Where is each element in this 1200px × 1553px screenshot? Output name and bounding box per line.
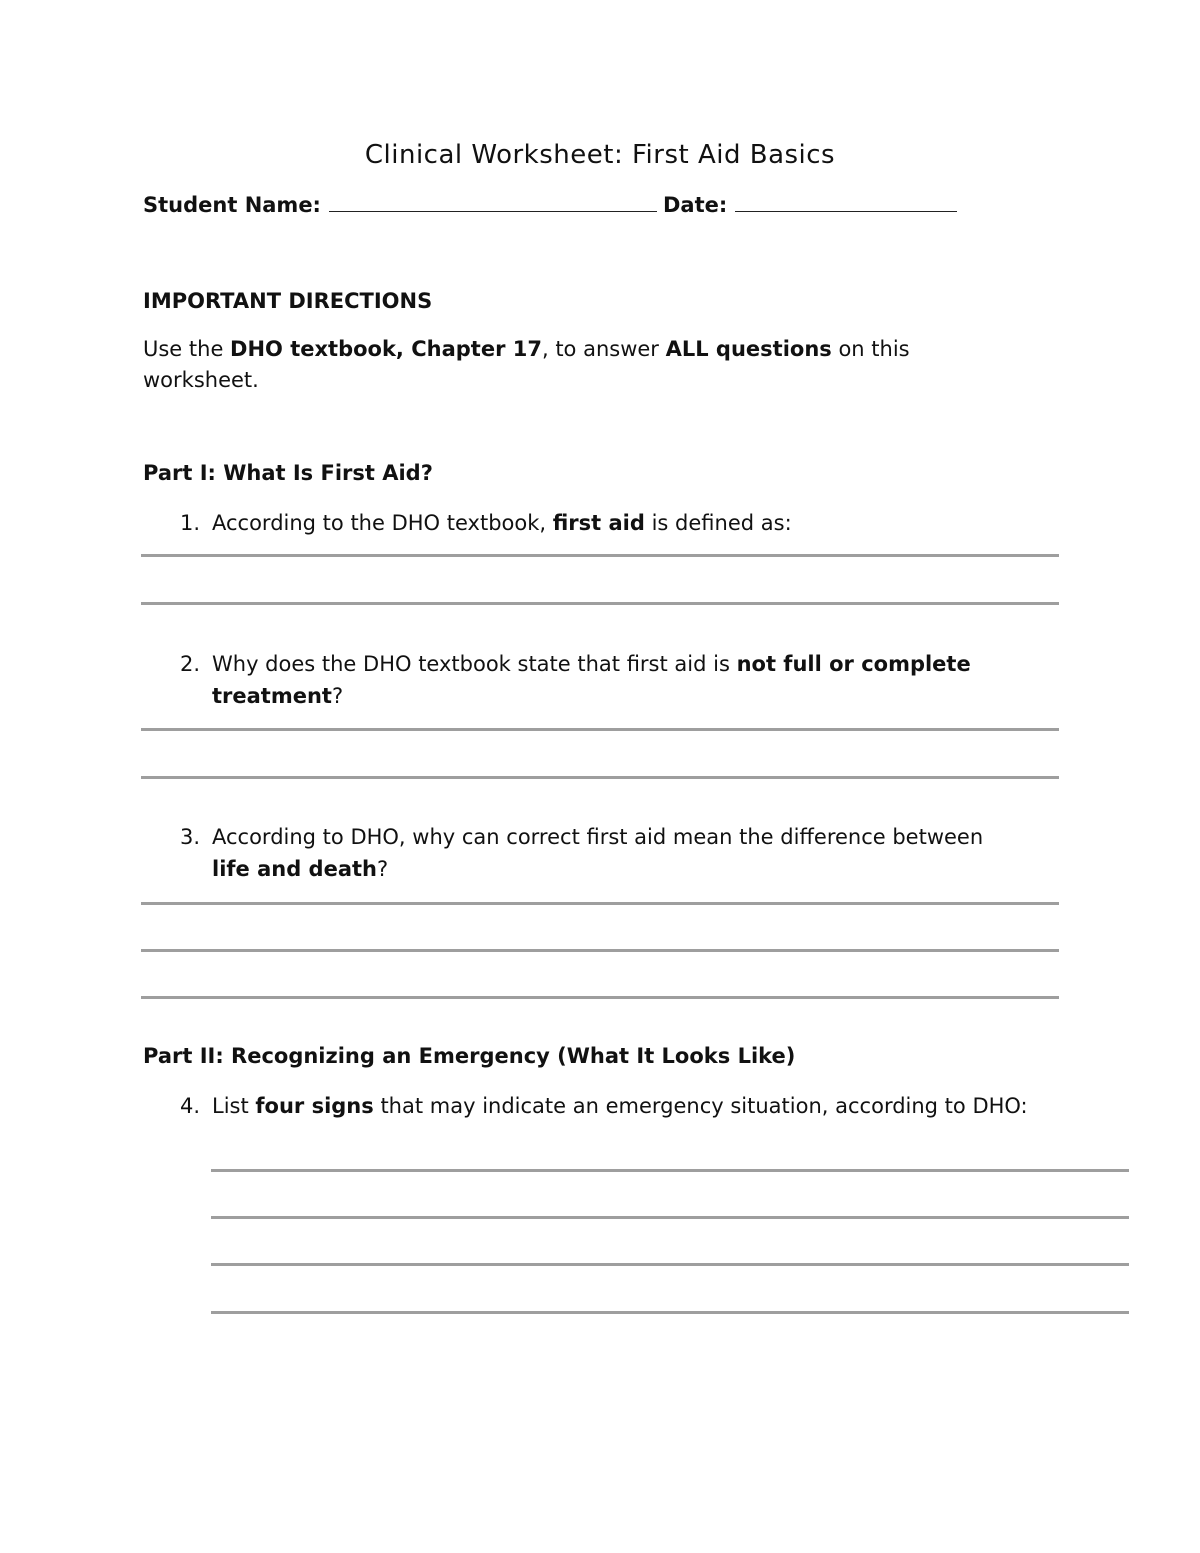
q2-text-2: ?: [331, 684, 344, 708]
q2-answer-line-2[interactable]: [141, 776, 1059, 779]
q2-number: 2.: [179, 652, 200, 676]
q1-answer-line-1[interactable]: [141, 554, 1059, 557]
part1-heading: Part I: What Is First Aid?: [143, 461, 433, 485]
directions-text-1: Use the: [143, 337, 231, 361]
date-field[interactable]: [735, 193, 957, 212]
part2-heading: Part II: Recognizing an Emergency (What It Looks Like): [143, 1044, 796, 1068]
q1-answer-line-2[interactable]: [141, 602, 1059, 605]
student-name-field[interactable]: [329, 193, 657, 212]
q1-text-1: According to the DHO textbook,: [212, 511, 553, 535]
q4-answer-line-1[interactable]: [211, 1169, 1129, 1172]
date-label: Date:: [662, 193, 728, 217]
q1-text-2: is defined as:: [644, 511, 792, 535]
directions-text: [143, 334, 1023, 396]
q4-answer-line-2[interactable]: [211, 1216, 1129, 1219]
q4-number: 4.: [179, 1094, 200, 1118]
directions-text-2: , to answer: [541, 337, 666, 361]
directions-heading: IMPORTANT DIRECTIONS: [143, 289, 433, 313]
q4-text-2: that may indicate an emergency situation, according to DHO:: [373, 1094, 1028, 1118]
q3-text-1: According to DHO, why can correct first aid mean the difference between: [212, 825, 984, 849]
directions-bold-2: ALL questions: [665, 337, 832, 361]
q3-answer-line-3[interactable]: [141, 996, 1059, 999]
student-name-label: Student Name:: [143, 193, 321, 217]
q2-answer-line-1[interactable]: [141, 728, 1059, 731]
q4-text: [212, 1090, 1092, 1122]
q3-answer-line-1[interactable]: [141, 902, 1059, 905]
q4-answer-line-4[interactable]: [211, 1311, 1129, 1314]
q2-text-1: Why does the DHO textbook state that first aid is: [212, 652, 737, 676]
q2-bold: not full or complete treatment: [212, 652, 971, 708]
q1-number: 1.: [179, 511, 200, 535]
q4-text-1: List: [212, 1094, 256, 1118]
q2-text: [212, 648, 972, 712]
student-info-row: [143, 193, 963, 217]
q4-answer-line-3[interactable]: [211, 1263, 1129, 1266]
q3-bold: life and death: [212, 857, 377, 881]
q1-text: [212, 507, 1072, 539]
q3-answer-line-2[interactable]: [141, 949, 1059, 952]
page-title: Clinical Worksheet: First Aid Basics: [364, 140, 836, 170]
directions-bold-1: DHO textbook, Chapter 17: [230, 337, 542, 361]
q4-bold: four signs: [255, 1094, 374, 1118]
q3-text-2: ?: [377, 857, 389, 881]
q3-number: 3.: [179, 825, 200, 849]
q1-bold: first aid: [552, 511, 645, 535]
directions-text-3: on this worksheet.: [143, 337, 910, 392]
q3-text: [212, 821, 1012, 885]
